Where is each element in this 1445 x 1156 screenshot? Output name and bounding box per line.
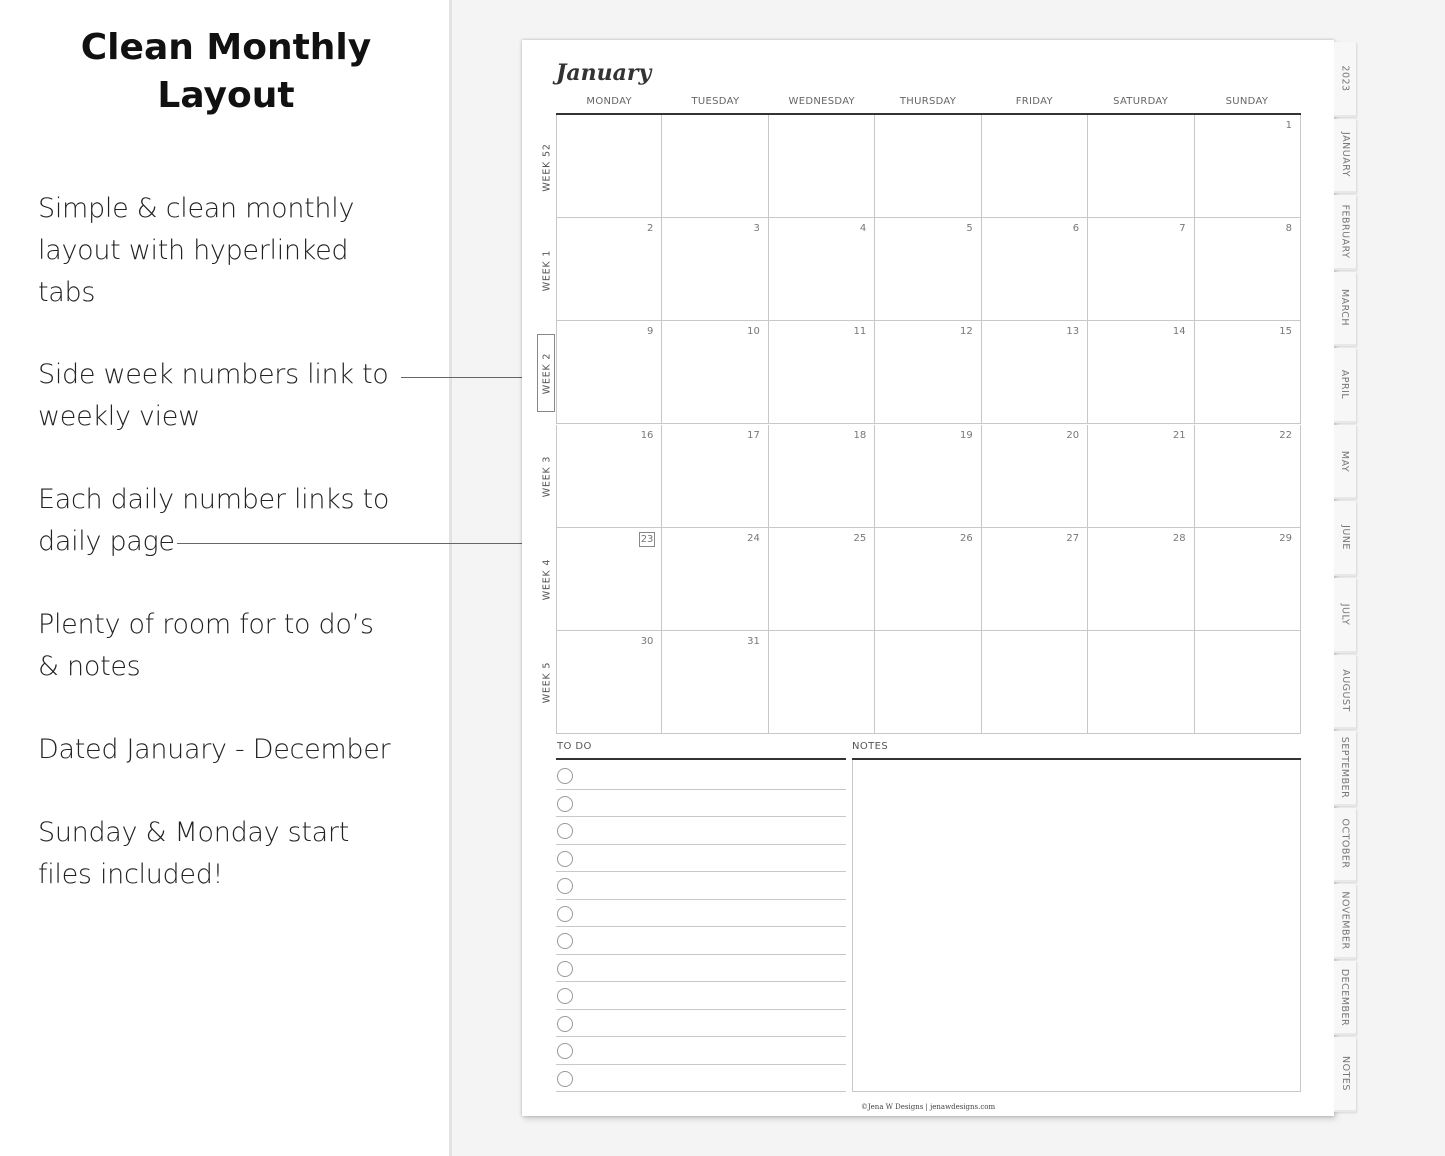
todo-row[interactable] (556, 900, 846, 928)
planner-page (522, 40, 1334, 1116)
tab-label: MARCH (1339, 289, 1351, 327)
tab-label: FEBRUARY (1339, 204, 1351, 259)
day-cell[interactable] (769, 321, 875, 424)
tab-december[interactable] (1334, 961, 1356, 1036)
todo-row[interactable] (556, 1037, 846, 1065)
tab-july[interactable] (1334, 578, 1356, 653)
tab-november[interactable] (1334, 884, 1356, 959)
day-cell[interactable] (556, 425, 662, 528)
day-cell[interactable] (662, 321, 768, 424)
day-number[interactable]: 29 (1279, 532, 1292, 544)
panel-heading-line2: Layout (157, 75, 295, 116)
day-cell[interactable] (769, 425, 875, 528)
feature-week-numbers: Side week numbers link to weekly view (38, 359, 389, 432)
tab-january[interactable] (1334, 119, 1356, 194)
week-label-text: WEEK 4 (541, 558, 553, 601)
tab-october[interactable] (1334, 808, 1356, 883)
day-cell[interactable] (1088, 218, 1194, 321)
day-number[interactable]: 25 (853, 532, 867, 544)
day-number[interactable]: 15 (1279, 326, 1292, 338)
day-cell[interactable] (556, 321, 662, 424)
month-tabs (1334, 42, 1356, 1114)
day-cell[interactable] (769, 218, 875, 321)
day-cell[interactable] (556, 218, 662, 321)
day-cell[interactable] (1088, 425, 1194, 528)
day-cell[interactable] (1195, 425, 1301, 528)
footer-credit: ©Jena W Designs | jenawdesigns.com (860, 1103, 996, 1111)
week-label-text: WEEK 2 (541, 352, 553, 395)
day-cell[interactable] (982, 115, 1088, 218)
todo-row[interactable] (556, 1010, 846, 1038)
tab-label: OCTOBER (1339, 818, 1351, 869)
tab-label: JANUARY (1339, 132, 1351, 178)
weekday-tuesday: TUESDAY (691, 96, 740, 107)
day-number[interactable]: 10 (747, 326, 760, 338)
todo-checkbox[interactable] (557, 878, 573, 894)
day-number[interactable]: 4 (859, 223, 867, 235)
panel-heading-line1: Clean Monthly (80, 27, 372, 68)
feature-hyperlinked-tabs: Simple & clean monthly layout with hyperlinked tabs (38, 193, 355, 308)
month-title: January (556, 60, 652, 86)
day-cell[interactable] (1195, 321, 1301, 424)
day-cell[interactable] (982, 631, 1088, 734)
feature-dated: Dated January - December (38, 734, 391, 765)
tab-label: 2023 (1339, 65, 1351, 92)
day-cell[interactable] (1088, 631, 1194, 734)
weekday-thursday: THURSDAY (899, 96, 957, 107)
notes-area[interactable] (852, 760, 1301, 1092)
week-label[interactable] (536, 115, 558, 219)
day-number[interactable]: 5 (966, 223, 973, 235)
callout-line-week (401, 377, 530, 378)
day-number[interactable]: 16 (640, 429, 654, 441)
todo-checkbox[interactable] (557, 933, 573, 949)
day-number[interactable]: 6 (1072, 223, 1080, 235)
todo-checkbox[interactable] (557, 1043, 573, 1059)
todo-checkbox[interactable] (557, 823, 573, 839)
day-number[interactable]: 27 (1066, 532, 1080, 544)
tab-label: NOVEMBER (1339, 891, 1351, 950)
day-number[interactable]: 7 (1179, 223, 1186, 235)
day-cell[interactable] (662, 425, 768, 528)
day-number[interactable]: 31 (747, 635, 760, 647)
todo-label: TO DO (557, 741, 592, 752)
day-number[interactable]: 23 (640, 533, 654, 545)
week-label-text: WEEK 3 (541, 455, 553, 498)
day-number[interactable]: 21 (1172, 429, 1186, 441)
todo-row[interactable] (556, 762, 846, 790)
week-label[interactable] (536, 528, 558, 632)
day-cell[interactable] (875, 425, 981, 528)
tab-label: SEPTEMBER (1339, 736, 1351, 799)
weekday-friday: FRIDAY (1015, 96, 1053, 107)
todo-checkbox[interactable] (557, 768, 573, 784)
weekday-wednesday: WEDNESDAY (788, 96, 855, 107)
tab-april[interactable] (1334, 348, 1356, 423)
day-cell[interactable] (875, 321, 981, 424)
day-cell[interactable] (662, 528, 768, 631)
feature-start-files: Sunday & Monday start files included! (38, 817, 350, 890)
tab-may[interactable] (1334, 425, 1356, 500)
day-number[interactable]: 1 (1285, 120, 1292, 131)
week-label-text: WEEK 5 (541, 662, 553, 704)
day-cell[interactable] (875, 115, 981, 218)
tab-label: DECEMBER (1339, 968, 1351, 1026)
week-label-text: WEEK 1 (541, 249, 553, 291)
todo-checkbox[interactable] (557, 796, 573, 812)
todo-checkbox[interactable] (557, 961, 573, 977)
day-number[interactable]: 17 (747, 429, 760, 441)
day-number[interactable]: 19 (959, 429, 973, 441)
day-cell[interactable] (769, 528, 875, 631)
day-cell[interactable] (1195, 218, 1301, 321)
todo-checkbox[interactable] (557, 851, 573, 867)
day-number[interactable]: 24 (747, 532, 760, 544)
tab-label: APRIL (1339, 369, 1351, 400)
day-number[interactable]: 26 (959, 532, 973, 544)
todo-checkbox[interactable] (557, 1016, 573, 1032)
day-cell[interactable] (1195, 115, 1301, 218)
day-number[interactable]: 2 (647, 223, 654, 235)
feature-panel (0, 0, 449, 1156)
day-number[interactable]: 14 (1172, 326, 1186, 338)
day-number[interactable]: 12 (959, 326, 973, 338)
tab-june[interactable] (1334, 501, 1356, 576)
tab-label: AUGUST (1339, 669, 1351, 713)
notes-label: NOTES (852, 741, 889, 752)
day-cell[interactable] (556, 115, 662, 218)
tab-march[interactable] (1334, 272, 1356, 347)
day-number[interactable]: 30 (640, 635, 654, 647)
todo-checkbox[interactable] (557, 988, 573, 1004)
week-label[interactable] (536, 425, 558, 529)
weekday-saturday: SATURDAY (1113, 96, 1169, 107)
day-number[interactable]: 13 (1066, 326, 1080, 338)
day-number[interactable]: 9 (647, 326, 654, 338)
day-cell[interactable] (1195, 528, 1301, 631)
day-cell[interactable] (769, 115, 875, 218)
feature-daily-numbers: Each daily number links to daily page (38, 484, 390, 557)
day-cell[interactable] (1088, 528, 1194, 631)
tab-notes[interactable] (1334, 1037, 1356, 1112)
day-cell[interactable] (982, 218, 1088, 321)
day-cell[interactable] (556, 631, 662, 734)
tab-label: JUNE (1339, 525, 1351, 551)
day-cell[interactable] (875, 218, 981, 321)
day-cell[interactable] (662, 631, 768, 734)
day-cell[interactable] (556, 528, 662, 631)
tab-2023[interactable] (1334, 42, 1356, 117)
day-cell[interactable] (662, 115, 768, 218)
week-label[interactable] (536, 218, 558, 322)
tab-february[interactable] (1334, 195, 1356, 270)
day-cell[interactable] (1088, 115, 1194, 218)
todo-checkbox[interactable] (557, 1071, 573, 1087)
day-number[interactable]: 20 (1066, 429, 1080, 441)
todo-rule (556, 758, 846, 760)
week-label[interactable] (536, 321, 558, 425)
todo-row[interactable] (556, 1065, 846, 1093)
todo-row[interactable] (556, 982, 846, 1010)
day-cell[interactable] (875, 528, 981, 631)
week-label-text: WEEK 52 (541, 142, 553, 192)
todo-checkbox[interactable] (557, 906, 573, 922)
weekday-sunday: SUNDAY (1225, 96, 1269, 107)
day-cell[interactable] (982, 528, 1088, 631)
tab-label: NOTES (1339, 1056, 1351, 1092)
day-number[interactable]: 18 (853, 429, 867, 441)
tab-august[interactable] (1334, 655, 1356, 730)
todo-row[interactable] (556, 955, 846, 983)
day-cell[interactable] (982, 321, 1088, 424)
day-number[interactable]: 22 (1279, 429, 1292, 441)
week-label[interactable] (536, 631, 558, 735)
tab-september[interactable] (1334, 731, 1356, 806)
todo-row[interactable] (556, 790, 846, 818)
tab-label: MAY (1339, 450, 1351, 472)
day-number[interactable]: 11 (853, 326, 867, 338)
tab-label: JULY (1339, 603, 1351, 626)
day-number[interactable]: 3 (753, 223, 760, 235)
day-cell[interactable] (1088, 321, 1194, 424)
todo-row[interactable] (556, 845, 846, 873)
todo-row[interactable] (556, 817, 846, 845)
day-number[interactable]: 28 (1172, 532, 1186, 544)
day-cell[interactable] (1195, 631, 1301, 734)
todo-row[interactable] (556, 872, 846, 900)
calendar-grid (556, 115, 1301, 734)
day-cell[interactable] (982, 425, 1088, 528)
weekday-monday: MONDAY (586, 96, 632, 107)
todo-row[interactable] (556, 927, 846, 955)
day-cell[interactable] (875, 631, 981, 734)
day-cell[interactable] (769, 631, 875, 734)
day-cell[interactable] (662, 218, 768, 321)
feature-room-for-notes: Plenty of room for to do’s & notes (38, 609, 374, 682)
day-number[interactable]: 8 (1285, 223, 1292, 235)
